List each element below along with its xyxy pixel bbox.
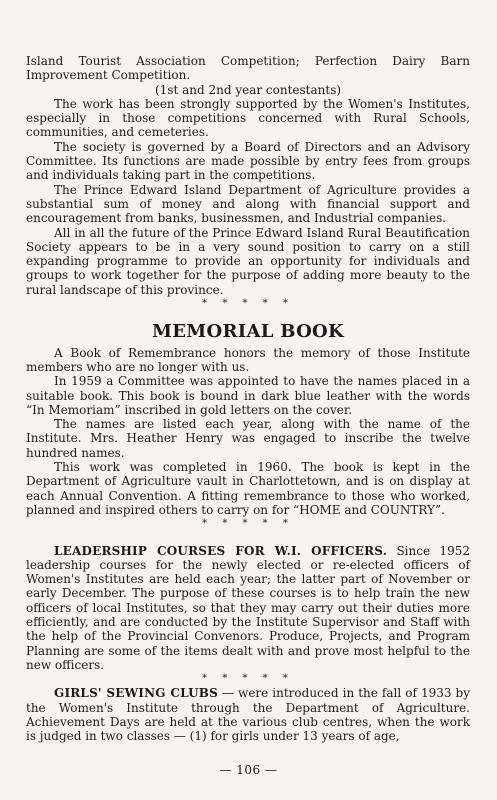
body-paragraph: Island Tourist Association Competition; Perfection Dairy Barn Improvement Competition. <box>26 54 470 83</box>
body-paragraph: The names are listed each year, along with the name of the Institute. Mrs. Heather Henry was engaged to inscribe the twelve hundred names. <box>26 417 470 460</box>
sewing-clubs-paragraph <box>26 686 470 743</box>
section-separator: * * * * * <box>202 298 294 310</box>
section-separator: * * * * * <box>202 673 294 685</box>
section-separator: * * * * * <box>202 518 294 530</box>
sewing-clubs-text: — were introduced in the fall of 1933 by the Women's Institute through the Department of Agriculture. Achievement Days are held at the various club centres, when the work is judged in two classes — (1) for girls under 13 years of age, <box>26 686 470 744</box>
body-paragraph: A Book of Remembrance honors the memory of those Institute members who are no longer with us. <box>26 345 470 374</box>
body-paragraph: The Prince Edward Island Department of Agriculture provides a substantial sum of money and along with financial support and encouragement from banks, businessmen, and Industrial companies. <box>26 182 470 226</box>
body-paragraph: All in all the future of the Prince Edward Island Rural Beautification Society appears to be in a very sound position to carry on a still expanding programme to provide an opportunity for individuals and groups to work together for the purpose of adding more beauty to the rural landscape of this province. <box>26 225 470 297</box>
leadership-courses-paragraph <box>26 544 470 673</box>
leadership-courses-heading: LEADERSHIP COURSES FOR W.I. OFFICERS. <box>54 543 388 558</box>
page-text <box>26 54 470 744</box>
memorial-book-heading: MEMORIAL BOOK <box>152 321 344 343</box>
leadership-courses-text: Since 1952 leadership courses for the newly elected or re-elected officers of Women's Institutes are held each year; the latter part of November or early December. The purpose of these courses is to help train the new officers of local Institutes, so that they may carry out their duties more efficiently, and are conducted by the Institute Supervisor and Staff with the help of the Provincial Convenors. Produce, Projects, and Program Planning are some of the items dealt with and prove most helpful to the new officers. <box>26 543 470 672</box>
body-paragraph: (1st and 2nd year contestants) <box>154 82 342 97</box>
body-paragraph: The society is governed by a Board of Directors and an Advisory Committee. Its functions are made possible by entry fees from groups and individuals taking part in the competitions. <box>26 139 470 183</box>
page-number: — 106 — <box>219 763 278 777</box>
body-paragraph: This work was completed in 1960. The book is kept in the Department of Agriculture vault in Charlottetown, and is on display at each Annual Convention. A fitting remembrance to those who worked, planned and inspired others to carry on for “HOME and COUNTRY”. <box>26 460 470 517</box>
body-paragraph: In 1959 a Committee was appointed to have the names placed in a suitable book. This book is bound in dark blue leather with the words “In Memoriam” inscribed in gold letters on the cover. <box>26 374 470 417</box>
body-paragraph: The work has been strongly supported by the Women's Institutes, especially in those competitions concerned with Rural Schools, communities, and cemeteries. <box>26 96 470 140</box>
sewing-clubs-heading: GIRLS' SEWING CLUBS <box>54 686 218 701</box>
